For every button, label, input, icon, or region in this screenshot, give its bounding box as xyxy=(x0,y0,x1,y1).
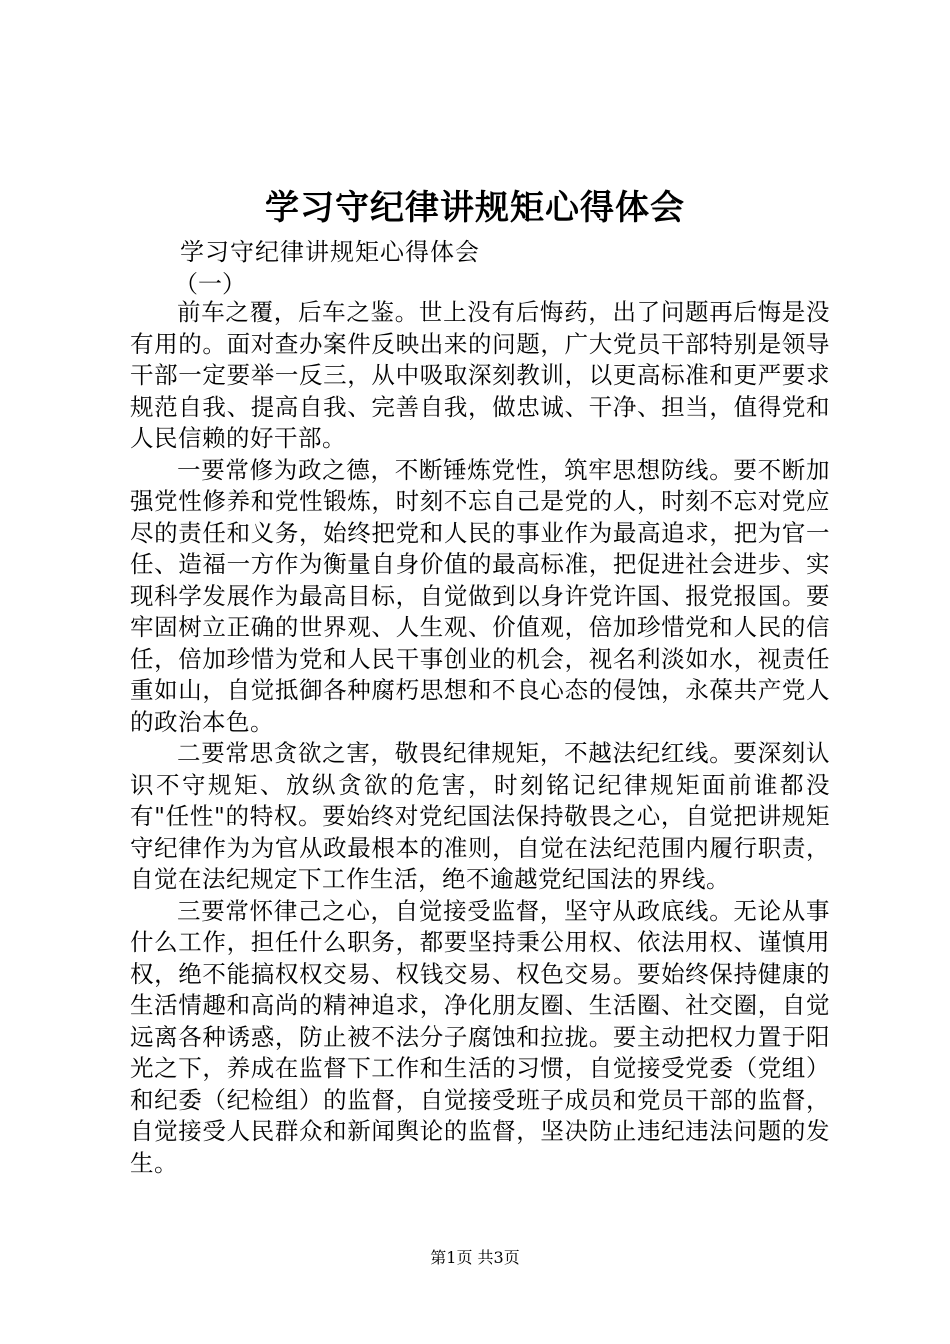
document-title: 学习守纪律讲规矩心得体会 xyxy=(265,188,685,228)
paragraph: 前车之覆，后车之鉴。世上没有后悔药，出了问题再后悔是没有用的。面对查办案件反映出来的问题，广大党员干部特别是领导干部一定要举一反三，从中吸取深刻教训，以更高标准和更严要求规范自我、提高自我、完善自我，做忠诚、干净、担当，值得党和人民信赖的好干部。 xyxy=(130,298,830,452)
paragraph: 一要常修为政之德，不断锤炼党性，筑牢思想防线。要不断加强党性修养和党性锻炼，时刻不忘自己是党的人，时刻不忘对党应尽的责任和义务，始终把党和人民的事业作为最高追求，把为官一任、造福一方作为衡量自身价值的最高标准，把促进社会进步、实现科学发展作为最高目标，自觉做到以身许党许国、报党报国。要牢固树立正确的世界观、人生观、价值观，倍加珍惜党和人民的信任，倍加珍惜为党和人民干事创业的机会，视名利淡如水，视责任重如山，自觉抵御各种腐朽思想和不良心态的侵蚀，永葆共产党人的政治本色。 xyxy=(130,455,830,736)
document-body xyxy=(130,297,830,1179)
paragraph: 二要常思贪欲之害，敬畏纪律规矩，不越法纪红线。要深刻认识不守规矩、放纵贪欲的危害，时刻铭记纪律规矩面前谁都没有"任性"的特权。要始终对党纪国法保持敬畏之心，自觉把讲规矩守纪律作为为官从政最根本的准则，自觉在法纪范围内履行职责，自觉在法纪规定下工作生活，绝不逾越党纪国法的界线。 xyxy=(130,739,830,893)
section-number: （一） xyxy=(174,270,246,298)
paragraph: 三要常怀律己之心，自觉接受监督，坚守从政底线。无论从事什么工作，担任什么职务，都要坚持秉公用权、依法用权、谨慎用权，绝不能搞权权交易、权钱交易、权色交易。要始终保持健康的生活情趣和高尚的精神追求，净化朋友圈、生活圈、社交圈，自觉远离各种诱惑，防止被不法分子腐蚀和拉拢。要主动把权力置于阳光之下，养成在监督下工作和生活的习惯，自觉接受党委（党组）和纪委（纪检组）的监督，自觉接受班子成员和党员干部的监督，自觉接受人民群众和新闻舆论的监督，坚决防止违纪违法问题的发生。 xyxy=(130,896,830,1177)
document-subtitle: 学习守纪律讲规矩心得体会 xyxy=(180,238,480,266)
page-footer: 第1页 共3页 xyxy=(430,1248,520,1267)
